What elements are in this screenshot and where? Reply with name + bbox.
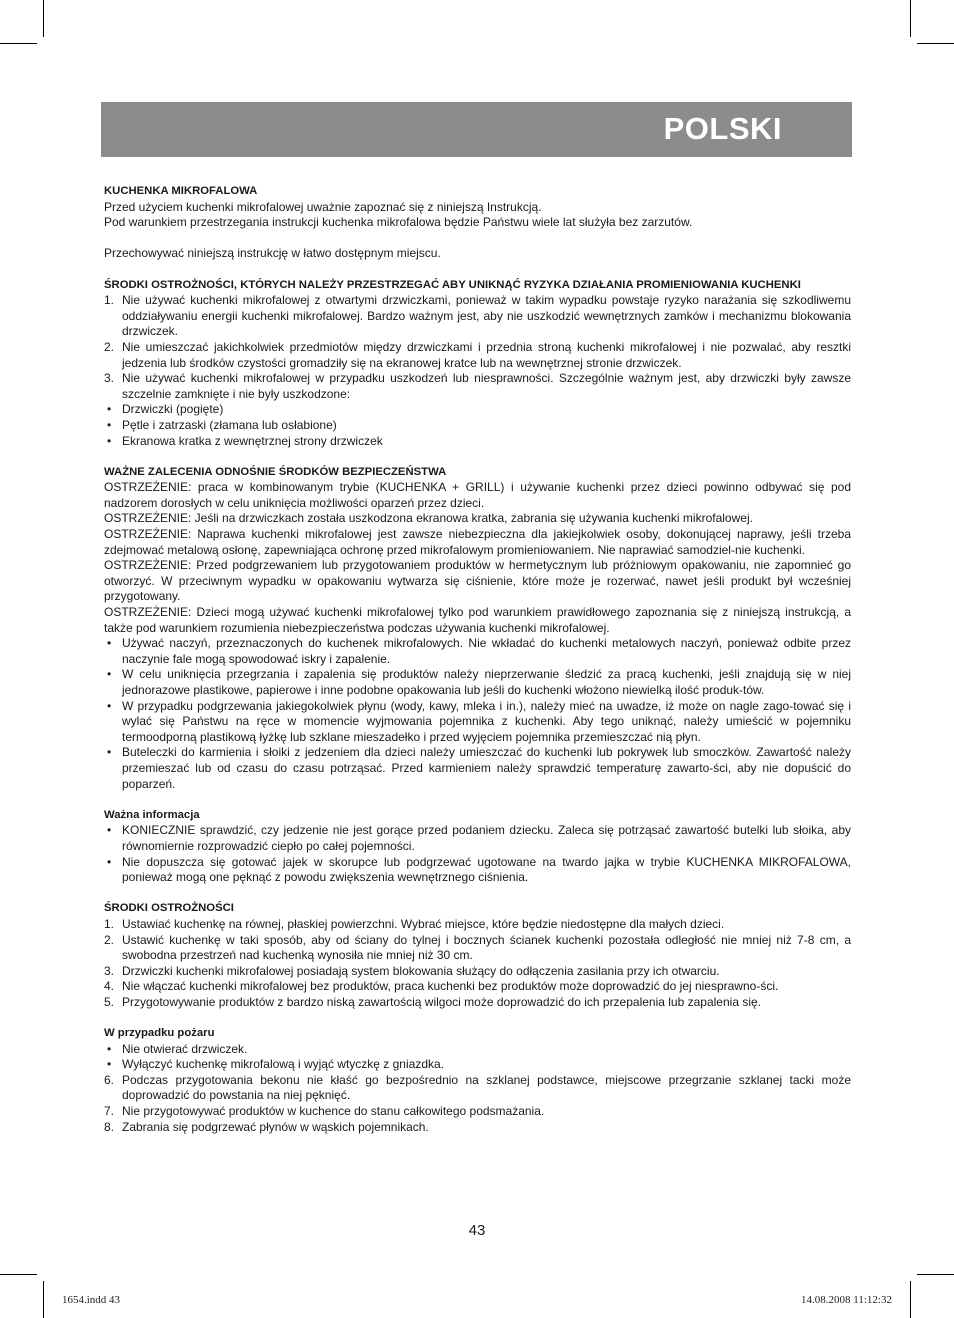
warning-paragraph: OSTRZEŻENIE: Naprawa kuchenki mikrofalowej jest zawsze niebezpieczna dla jakiejkolwiek osoby, dokonującej naprawy, jeśli trzeba zdejmować metalową osłonę, zapewniająca ochronę przed mikrofalowym promieniowaniem. Nie naprawiać samodziel-nie kuchenki.	[104, 527, 851, 557]
bullet-marker: •	[107, 636, 112, 651]
list-item	[104, 434, 851, 450]
list-item	[104, 667, 851, 698]
list-item-text: Nie używać kuchenki mikrofalowej w przypadku uszkodzeń lub niesprawności. Szczególnie ważnym jest, aby drzwiczki były zawsze szczelnie zamknięte i nie były uszkodzone:	[122, 371, 851, 401]
item-number: 2.	[104, 339, 115, 354]
list-item	[104, 402, 851, 418]
list-item-text: Ustawiać kuchenkę na równej, płaskiej powierzchni. Wybrać miejsce, które będzie niedostępne dla małych dzieci.	[122, 916, 725, 931]
document-body	[104, 184, 851, 1135]
warning-paragraph: OSTRZEŻENIE: Jeśli na drzwiczkach została uszkodzona ekranowa kratka, zabrania się używania kuchenki mikrofalowej.	[104, 511, 753, 526]
item-number: 1.	[104, 916, 115, 931]
list-item-text: Nie włączać kuchenki mikrofalowej bez produktów, praca kuchenki bez produktów może doprowadzić do jej niesprawno-ści.	[122, 979, 779, 994]
section-heading: Ważna informacja	[104, 808, 200, 821]
list-item	[104, 1042, 851, 1058]
section-heading: ŚRODKI OSTROŻNOŚCI	[104, 902, 234, 915]
list-item	[104, 1120, 851, 1136]
list-item-text: Ustawić kuchenkę w taki sposób, aby od ściany do tylnej i bocznych ścianek kuchenki pozostała odległość nie mniej niż 7-8 cm, a swobodna przestrzeń nad kuchenką wynosiła nie mniej niż 30 cm.	[122, 932, 851, 963]
list-item	[104, 995, 851, 1011]
paragraph: Przed użyciem kuchenki mikrofalowej uważnie zapoznać się z niniejszą Instrukcją.	[104, 199, 542, 214]
timestamp-slug: 14.08.2008 11:12:32	[801, 1294, 892, 1306]
paragraph: Pod warunkiem przestrzegania instrukcji kuchenka mikrofalowa będzie Państwu wiele lat służyła bez zarzutów.	[104, 215, 693, 230]
crop-mark	[910, 0, 911, 37]
warning-paragraph: OSTRZEŻENIE: Dzieci mogą używać kuchenki mikrofalowej tylko pod warunkiem prawidłowego zapoznania się z niniejszą instrukcją, a także pod warunkiem rozumienia niebezpieczeństwa podczas używania kuchenki mikrofalowej.	[104, 605, 851, 635]
warning-paragraph: OSTRZEŻENIE: Przed podgrzewaniem lub przygotowaniem produktów w hermetycznym lub próżniowym opakowaniu, nie zapomnieć go otworzyć. W przeciwnym wypadku w opakowaniu wytwarza się ciśnienie, które może je rozerwać, nawet jeśli produkt był wcześniej przygotowany.	[104, 558, 851, 604]
list-item-text: Ekranowa kratka z wewnętrznej strony drzwiczek	[122, 433, 383, 448]
crop-mark	[0, 1274, 37, 1275]
list-item	[104, 933, 851, 964]
bullet-marker: •	[107, 698, 112, 713]
list-item	[104, 699, 851, 746]
item-number: 4.	[104, 979, 115, 994]
section-heading: ŚRODKI OSTROŻNOŚCI, KTÓRYCH NALEŻY PRZESTRZEGAĆ ABY UNIKNĄĆ RYZYKA DZIAŁANIA PROMIENIOWANIA KUCHENKI	[104, 278, 801, 291]
item-number: 1.	[104, 293, 115, 308]
crop-mark	[0, 43, 37, 44]
bullet-marker: •	[107, 433, 112, 448]
item-number: 6.	[104, 1072, 115, 1087]
warning-paragraph: OSTRZEŻENIE: praca w kombinowanym trybie (KUCHENKA + GRILL) i używanie kuchenki przez dzieci powinno odbywać się pod nadzorem dorosłych w celu uniknięcia możliwości oparzeń przez dzieci.	[104, 480, 851, 510]
bullet-marker: •	[107, 1057, 112, 1072]
list-item-text: Nie umieszczać jakichkolwiek przedmiotów między drzwiczkami i przednia stroną kuchenki mikrofalowej i nie pozwalać, aby resztki jedzenia lub środków czystości gromadziły się na ekranowej kratce lub na wewnętrznej stronie drzwiczek.	[122, 339, 851, 370]
bullet-marker: •	[107, 854, 112, 869]
list-item	[104, 371, 851, 402]
list-item	[104, 1073, 851, 1104]
list-item-text: Przygotowywanie produktów z bardzo niską zawartością wilgoci może doprowadzić do ich przepalenia lub zapalenia się.	[122, 994, 761, 1009]
list-item	[104, 418, 851, 434]
crop-mark	[910, 1281, 911, 1318]
item-number: 3.	[104, 371, 115, 386]
radiation-precautions-list	[104, 293, 851, 449]
list-item	[104, 636, 851, 667]
list-item	[104, 340, 851, 371]
list-item-text: Używać naczyń, przeznaczonych do kuchenek mikrofalowych. Nie wkładać do kuchenki metalowych naczyń, ponieważ odbite przez naczynie fale mogą spowodować iskry i zapalenie.	[122, 636, 851, 666]
paragraph: Przechowywać niniejszą instrukcję w łatwo dostępnym miejscu.	[104, 246, 441, 261]
list-item-text: Nie otwierać drzwiczek.	[122, 1041, 248, 1056]
important-bullet-list	[104, 823, 851, 885]
page-number: 43	[468, 1222, 486, 1239]
crop-mark	[43, 0, 44, 37]
file-slug: 1654.indd 43	[62, 1294, 121, 1306]
list-item-text: W celu uniknięcia przegrzania i zapalenia się produktów należy nieprzerwanie śledzić za pracą kuchenki, jeśli znajdują się w niej jednorazowe plastikowe, papierowe i inne podobne opakowania lub jeśli do kuchenki włożono niewielką ilość produk-tów.	[122, 667, 851, 697]
list-item-text: Nie używać kuchenki mikrofalowej z otwartymi drzwiczkami, ponieważ w takim wypadku powstaje ryzyko narażania się szkodliwemu oddziaływaniu energii kuchenki mikrofalowej. Bardzo ważnym jest, aby nie uszkodzić wewnętrznych zamków i mechanizmu blokowania drzwiczek.	[122, 293, 851, 339]
item-number: 7.	[104, 1104, 115, 1119]
safety-bullet-list	[104, 636, 851, 792]
list-item	[104, 964, 851, 980]
bullet-marker: •	[107, 745, 112, 760]
bullet-marker: •	[107, 402, 112, 417]
list-item-text: Drzwiczki (pogięte)	[122, 402, 224, 417]
section-heading: KUCHENKA MIKROFALOWA	[104, 185, 258, 197]
list-item-text: Nie dopuszcza się gotować jajek w skorupce lub podgrzewać ugotowane na twardo jajka w trybie KUCHENKA MIKROFALOWA, ponieważ mogą one pęknąć z powodu zwiększenia wewnętrznego ciśnienia.	[122, 854, 851, 885]
item-number: 2.	[104, 932, 115, 947]
list-item-text: Nie przygotowywać produktów w kuchence do stanu całkowitego podsmażania.	[122, 1104, 545, 1119]
list-item	[104, 979, 851, 995]
list-item-text: Drzwiczki kuchenki mikrofalowej posiadają system blokowania służący do odłączenia zasilania przy ich otwarciu.	[122, 963, 720, 978]
section-heading: W przypadku pożaru	[104, 1027, 215, 1040]
item-number: 5.	[104, 994, 115, 1009]
item-number: 3.	[104, 963, 115, 978]
list-item-text: Wyłączyć kuchenkę mikrofalową i wyjąć wtyczkę z gniazdka.	[122, 1057, 445, 1072]
list-item	[104, 293, 851, 340]
precautions-list	[104, 917, 851, 1011]
bullet-marker: •	[107, 1041, 112, 1056]
bullet-marker: •	[107, 417, 112, 432]
list-item-text: Buteleczki do karmienia i słoiki z jedzeniem dla dzieci należy umieszczać do kuchenki lub pokrywek lub smoczków. Zawartość należy przemieszać lub od czasu do czasu potrząsać. Przed karmieniem należy sprawdzić temperaturę zawarto-ści, aby nie dopuścić do poparzeń.	[122, 745, 851, 791]
fire-list	[104, 1042, 851, 1136]
language-banner	[101, 102, 852, 157]
list-item-text: W przypadku podgrzewania jakiegokolwiek płynu (wody, kawy, mleka i in.), należy mieć na uwadze, iż może on nagle zago-tować się i wylać się Państwu na ręce w momencie wyjmowania pojemnika z kuchenki. Aby tego uniknąć, należy umieścić w pojemniku termoodporną plastikową łyżkę lub szklane mieszadełko i przed wyjęciem pojemnika przemieszczać nią płyn.	[122, 698, 851, 744]
list-item-text: Zabrania się podgrzewać płynów w wąskich pojemnikach.	[122, 1119, 429, 1134]
item-number: 8.	[104, 1119, 115, 1134]
crop-mark	[43, 1281, 44, 1318]
list-item	[104, 1057, 851, 1073]
list-item-text: Pętle i zatrzaski (złamana lub osłabione)	[122, 417, 337, 432]
section-heading: WAŻNE ZALECENIA ODNOŚNIE ŚRODKÓW BEZPIECZEŃSTWA	[104, 465, 447, 478]
crop-mark	[917, 1274, 954, 1275]
page-title: POLSKI	[663, 111, 782, 146]
list-item	[104, 855, 851, 886]
list-item	[104, 823, 851, 854]
bullet-marker: •	[107, 823, 112, 838]
list-item-text: Podczas przygotowania bekonu nie kłaść go bezpośrednio na szklanej podstawce, miejscowe przegrzanie szklanej tacki może doprowadzić do powstania na niej pęknięć.	[122, 1072, 851, 1103]
crop-mark	[917, 43, 954, 44]
list-item	[104, 917, 851, 933]
bullet-marker: •	[107, 667, 112, 682]
list-item-text: KONIECZNIE sprawdzić, czy jedzenie nie jest gorące przed podaniem dziecku. Zaleca się potrząsać zawartość butelki lub słoika, aby równomiernie rozprowadzić ciepło po całej pojemności.	[122, 823, 851, 853]
list-item	[104, 1104, 851, 1120]
list-item	[104, 745, 851, 792]
